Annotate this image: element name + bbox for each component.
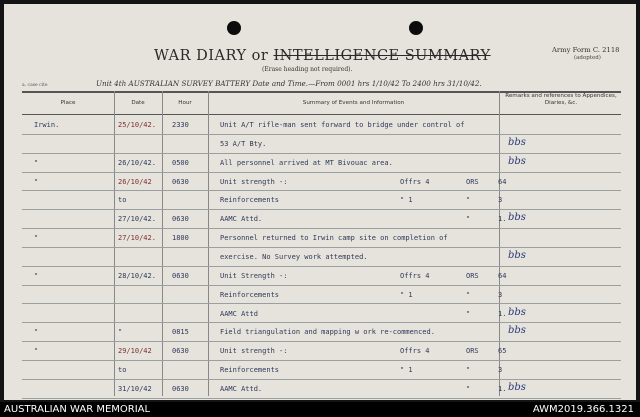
ors-count-cell: 65 xyxy=(498,347,507,356)
place-cell: " xyxy=(34,347,39,356)
footer-bar xyxy=(0,402,640,417)
ors-count-cell: 1. xyxy=(498,384,507,393)
table-row xyxy=(22,247,621,267)
date-cell: 27/10/42. xyxy=(118,234,156,243)
summary-cell: Unit strength -: xyxy=(220,177,288,186)
officers-count-cell: Offrs 4 xyxy=(400,177,430,186)
table-row xyxy=(22,228,621,248)
summary-cell: AAMC Attd. xyxy=(220,384,263,393)
officers-count-cell: " 1 xyxy=(400,196,413,205)
table-row xyxy=(22,153,621,173)
summary-cell: Reinforcements xyxy=(220,196,280,205)
summary-cell: Unit strength -: xyxy=(220,347,288,356)
summary-cell: Unit A/T rifle-man sent forward to bridge under control of xyxy=(220,121,465,129)
place-cell: " xyxy=(34,328,39,337)
unit-date-line: Unit 4th AUSTRALIAN SURVEY BATTERY Date and Time.—From 0001 hrs 1/10/42 To 2400 hrs 31/10/42. xyxy=(96,79,482,88)
footer-reference: AWM2019.366.1321 xyxy=(532,404,634,415)
ors-count-cell: 64 xyxy=(498,271,507,280)
hour-cell: 0630 xyxy=(172,177,189,186)
officers-count-cell: " 1 xyxy=(400,290,413,299)
ors-label-cell: ORS xyxy=(466,177,479,186)
table-row xyxy=(22,115,621,135)
summary-cell: All personnel arrived at MT Bivouac area. xyxy=(220,158,393,167)
officer-initials: bbs xyxy=(508,155,526,167)
date-cell: 27/10/42. xyxy=(118,215,156,224)
table-row xyxy=(22,190,621,210)
place-cell: " xyxy=(34,158,39,167)
place-cell: Irwin. xyxy=(34,121,60,129)
date-cell: " xyxy=(118,328,123,337)
table-row xyxy=(22,172,621,192)
date-cell: 26/10/42. xyxy=(118,158,156,167)
summary-cell: Reinforcements xyxy=(220,290,280,299)
table-row xyxy=(22,285,621,305)
ors-count-cell: 3 xyxy=(498,196,503,205)
summary-cell: Field triangulation and mapping w ork re-commenced. xyxy=(220,328,435,337)
ors-label-cell: " xyxy=(466,290,471,299)
ors-count-cell: 1. xyxy=(498,309,507,318)
place-cell: " xyxy=(34,271,39,280)
officer-initials: bbs xyxy=(508,212,526,224)
adopted-note: (adopted) xyxy=(574,55,601,61)
summary-cell: Personnel returned to Irwin camp site on completion of xyxy=(220,234,448,243)
title-struck: INTELLIGENCE SUMMARY xyxy=(273,48,491,64)
col-header-date: Date xyxy=(131,100,145,106)
table-row xyxy=(22,379,621,399)
hour-cell: 0630 xyxy=(172,215,189,224)
small-code: a. case cite xyxy=(22,83,48,88)
officers-count-cell: Offrs 4 xyxy=(400,271,430,280)
ors-label-cell: " xyxy=(466,309,471,318)
hour-cell: 1800 xyxy=(172,234,189,243)
hour-cell: 0630 xyxy=(172,384,189,393)
officer-initials: bbs xyxy=(508,249,526,261)
diary-page xyxy=(4,4,636,400)
officer-initials: bbs xyxy=(508,381,526,393)
summary-cell: Reinforcements xyxy=(220,366,280,375)
title-prefix: WAR DIARY or xyxy=(154,48,269,64)
officers-count-cell: Offrs 4 xyxy=(400,347,430,356)
col-header-remarks: Remarks and references to Appendices, Diaries, &c. xyxy=(505,93,617,106)
date-cell: to xyxy=(118,196,127,205)
summary-cell: AAMC Attd xyxy=(220,309,258,318)
ors-count-cell: 64 xyxy=(498,177,507,186)
officer-initials: bbs xyxy=(508,306,526,318)
summary-cell: 53 A/T Bty. xyxy=(220,139,267,148)
col-header-hour: Hour xyxy=(178,100,192,106)
table-row xyxy=(22,304,621,324)
officers-count-cell: " 1 xyxy=(400,366,413,375)
punch-hole-left xyxy=(227,21,241,35)
date-cell: to xyxy=(118,366,127,375)
punch-hole-right xyxy=(409,21,423,35)
hour-cell: 0500 xyxy=(172,158,189,167)
place-cell: " xyxy=(34,177,39,186)
date-cell: 25/10/42. xyxy=(118,121,156,129)
officer-initials: bbs xyxy=(508,136,526,148)
table-row xyxy=(22,266,621,286)
summary-cell: Unit Strength -: xyxy=(220,271,288,280)
date-cell: 26/10/42 xyxy=(118,177,152,186)
ors-label-cell: ORS xyxy=(466,347,479,356)
ors-label-cell: " xyxy=(466,384,471,393)
date-cell: 31/10/42 xyxy=(118,384,152,393)
ors-label-cell: " xyxy=(466,196,471,205)
date-cell: 28/10/42. xyxy=(118,271,156,280)
table-row xyxy=(22,322,621,342)
table-row xyxy=(22,134,621,154)
ors-label-cell: ORS xyxy=(466,271,479,280)
table-row xyxy=(22,209,621,229)
army-form-number: Army Form C. 2118 xyxy=(552,46,620,54)
footer-institution: AUSTRALIAN WAR MEMORIAL xyxy=(4,404,151,415)
hour-cell: 2330 xyxy=(172,121,189,129)
hour-cell: 0630 xyxy=(172,347,189,356)
hour-cell: 0815 xyxy=(172,328,189,337)
ors-label-cell: " xyxy=(466,215,471,224)
summary-cell: AAMC Attd. xyxy=(220,215,263,224)
ors-count-cell: 3 xyxy=(498,366,503,375)
ors-count-cell: 1. xyxy=(498,215,507,224)
table-row xyxy=(22,341,621,361)
ors-count-cell: 3 xyxy=(498,290,503,299)
summary-cell: exercise. No Survey work attempted. xyxy=(220,252,368,261)
subtitle: (Erase heading not required). xyxy=(262,66,353,73)
hour-cell: 0630 xyxy=(172,271,189,280)
ors-label-cell: " xyxy=(466,366,471,375)
page-title xyxy=(154,48,491,64)
place-cell: " xyxy=(34,234,39,243)
date-cell: 29/10/42 xyxy=(118,347,152,356)
col-header-place: Place xyxy=(60,100,76,106)
table-row xyxy=(22,360,621,380)
col-header-summary: Summary of Events and Information xyxy=(302,100,405,106)
officer-initials: bbs xyxy=(508,325,526,337)
